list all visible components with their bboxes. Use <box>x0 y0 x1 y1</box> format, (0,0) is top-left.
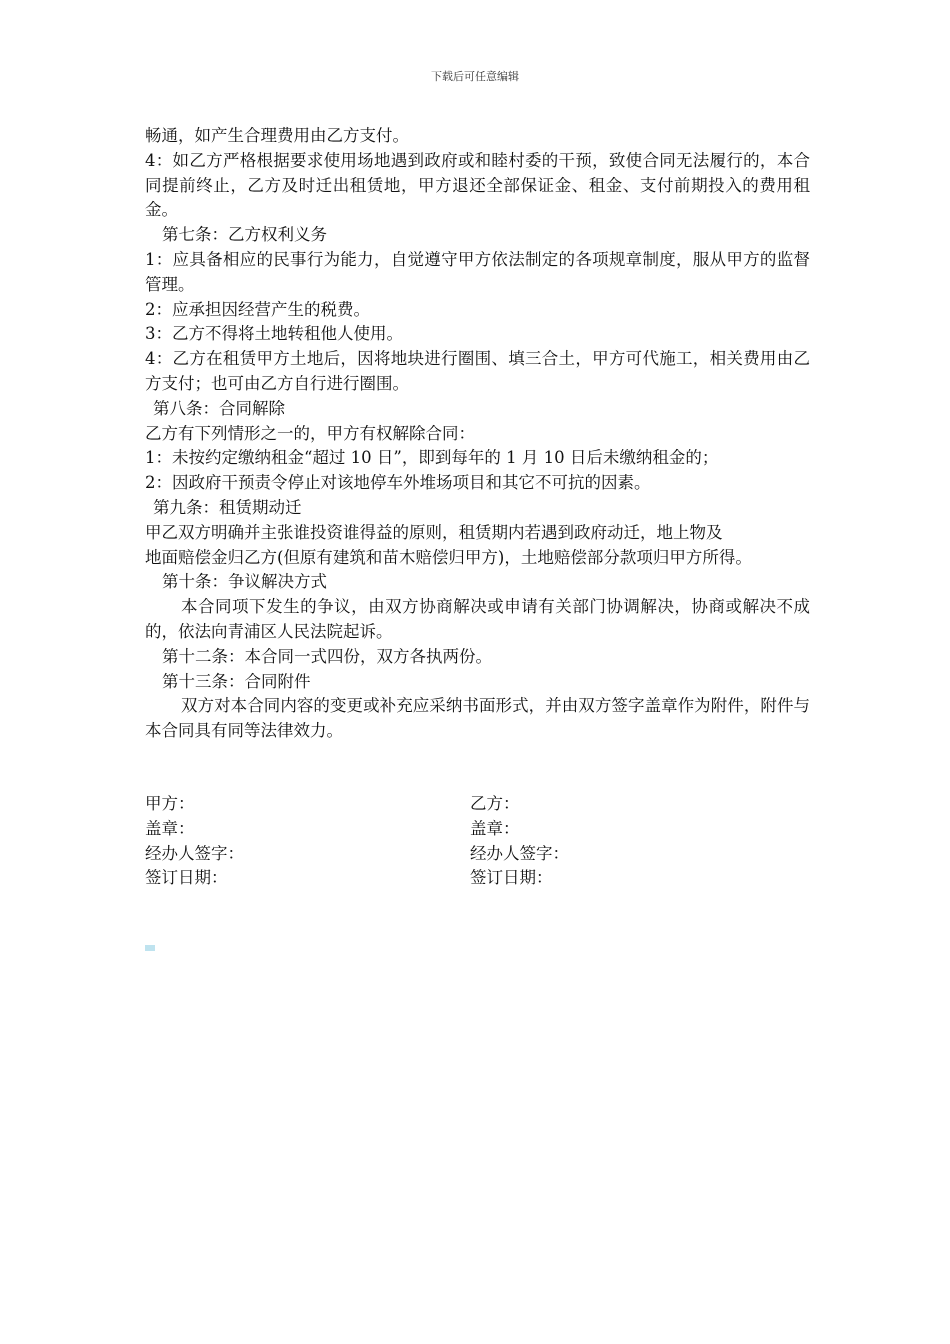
article-9-para-b: 地面赔偿金归乙方(但原有建筑和苗木赔偿归甲方)，土地赔偿部分款项归甲方所得。 <box>145 547 752 567</box>
paragraph-continuation: 畅通，如产生合理费用由乙方支付。 <box>145 126 409 145</box>
signature-row-agent <box>145 842 810 867</box>
article-8-intro: 乙方有下列情形之一的，甲方有权解除合同： <box>145 423 475 443</box>
signature-row-seal <box>145 817 810 842</box>
signature-row-party <box>145 792 810 817</box>
clause-7-3: 3：乙方不得将土地转租他人使用。 <box>145 324 403 344</box>
header-note: 下载后可任意编辑 <box>431 70 519 83</box>
clause-6-4: 4：如乙方严格根据要求使用场地遇到政府或和睦村委的干预，致使合同无法履行的，本合同提前终止，乙方及时迁出租赁地，甲方退还全部保证金、租金、支付前期投入的费用租金。 <box>145 150 810 220</box>
date-b-label: 签订日期： <box>470 868 553 888</box>
clause-8-2: 2：因政府干预责令停止对该地停车外堆场项目和其它不可抗的因素。 <box>145 473 651 493</box>
clause-7-1: 1：应具备相应的民事行为能力，自觉遵守甲方依法制定的各项规章制度，服从甲方的监督管理。 <box>145 249 810 294</box>
signature-row-date <box>145 866 810 891</box>
article-8-title: 第八条：合同解除 <box>153 398 285 418</box>
seal-a-label: 盖章： <box>145 818 195 838</box>
party-b-label: 乙方： <box>470 793 520 813</box>
party-a-label: 甲方： <box>145 793 195 813</box>
seal-b-label: 盖章： <box>470 818 520 838</box>
spacer <box>145 744 810 792</box>
article-9-title: 第九条：租赁期动迁 <box>153 497 302 517</box>
article-10-title: 第十条：争议解决方式 <box>162 572 327 592</box>
article-9-para-a: 甲乙双方明确并主张谁投资谁得益的原则，租赁期内若遇到政府动迁，地上物及 <box>145 522 723 542</box>
agent-b-label: 经办人签字： <box>470 843 569 863</box>
document-body <box>145 124 810 891</box>
article-10-body: 本合同项下发生的争议，由双方协商解决或申请有关部门协调解决，协商或解决不成的，依法向青浦区人民法院起诉。 <box>145 597 810 641</box>
article-13-title: 第十三条：合同附件 <box>162 671 311 691</box>
clause-8-1: 1：未按约定缴纳租金“超过 10 日”，即到每年的 1 月 10 日后未缴纳租金的； <box>145 448 719 468</box>
article-7-title: 第七条：乙方权利义务 <box>162 225 327 245</box>
date-a-label: 签订日期： <box>145 868 228 888</box>
article-12: 第十二条：本合同一式四份，双方各执两份。 <box>162 646 492 666</box>
agent-a-label: 经办人签字： <box>145 843 244 863</box>
clause-7-4: 4：乙方在租赁甲方土地后，因将地块进行圈围、填三合土，甲方可代施工，相关费用由乙方支付；也可由乙方自行进行圈围。 <box>145 349 810 393</box>
article-13-body: 双方对本合同内容的变更或补充应采纳书面形式，并由双方签字盖章作为附件，附件与本合同具有同等法律效力。 <box>145 696 810 741</box>
text-cursor-highlight <box>145 945 155 951</box>
clause-7-2: 2：应承担因经营产生的税费。 <box>145 299 370 319</box>
